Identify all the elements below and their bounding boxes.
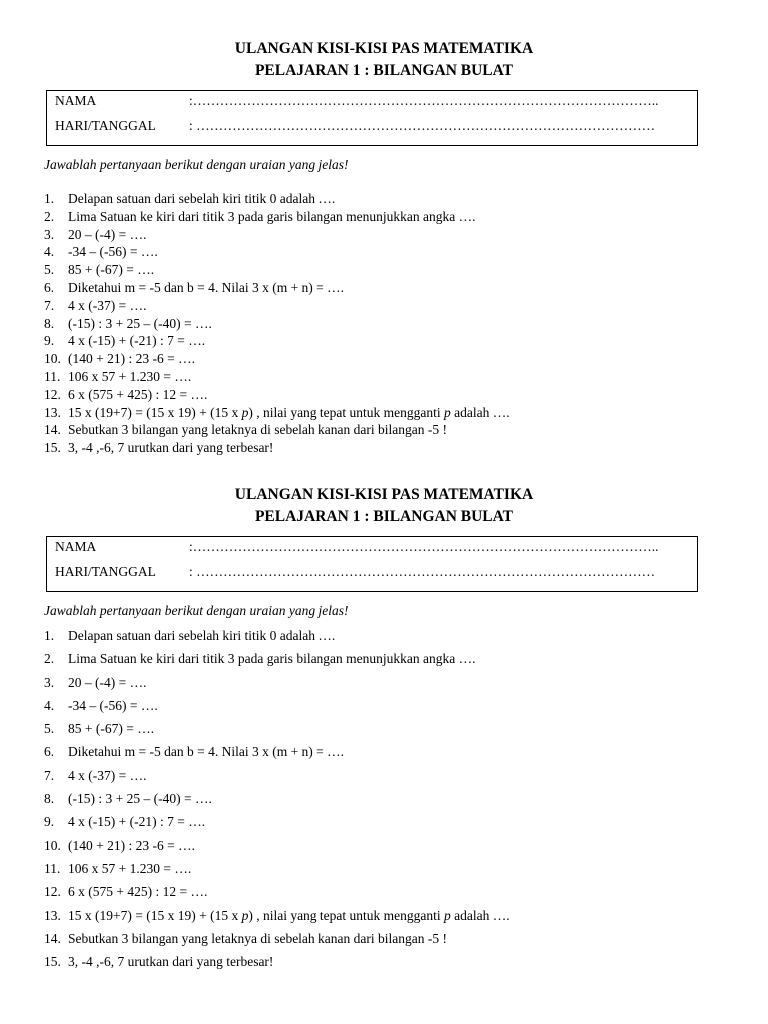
- question-text: Delapan satuan dari sebelah kiri titik 0 adalah ….: [68, 628, 336, 643]
- question-text: 4 x (-15) + (-21) : 7 = ….: [68, 333, 206, 349]
- question-item: [44, 766, 734, 789]
- question-text: 20 – (-4) = ….: [68, 674, 147, 690]
- question-item: [44, 350, 734, 368]
- question-text: Diketahui m = -5 dan b = 4. Nilai 3 x (m + n) = ….: [68, 744, 345, 760]
- question-item: [44, 696, 734, 719]
- question-number: 5.: [44, 721, 55, 737]
- instruction-text: Jawablah pertanyaan berikut dengan uraian yang jelas!: [44, 157, 349, 172]
- question-text: 106 x 57 + 1.230 = ….: [68, 368, 192, 384]
- name-row: [55, 92, 689, 110]
- question-number: 11.: [44, 368, 61, 384]
- question-item: [44, 243, 734, 261]
- question-item: [44, 297, 734, 315]
- sheet-subtitle: PELAJARAN 1 : BILANGAN BULAT: [254, 62, 514, 79]
- question-number: 13.: [44, 404, 61, 420]
- question-text-part: 15 x (19+7) = (15 x 19) + (15 x: [68, 907, 242, 923]
- question-text: 106 x 57 + 1.230 = ….: [68, 860, 192, 876]
- question-number: 9.: [44, 814, 55, 830]
- question-text-part: adalah ….: [450, 404, 510, 420]
- question-item: [44, 279, 734, 297]
- question-item: [44, 719, 734, 742]
- question-item: [44, 332, 734, 350]
- sheet-title: ULANGAN KISI-KISI PAS MATEMATIKA: [234, 40, 534, 57]
- question-text: Delapan satuan dari sebelah kiri titik 0 adalah ….: [68, 191, 336, 206]
- question-item: [44, 226, 734, 244]
- name-field: :…………………………………………………………………………………………..: [189, 539, 659, 554]
- question-item: [44, 439, 734, 457]
- sheet-title: ULANGAN KISI-KISI PAS MATEMATIKA: [234, 486, 534, 503]
- question-text: [68, 908, 510, 923]
- name-label: NAMA: [55, 93, 97, 108]
- question-number: 3.: [44, 226, 55, 242]
- question-item: [44, 812, 734, 835]
- variable-p: p: [241, 404, 249, 420]
- question-item: [44, 882, 734, 905]
- question-item: [44, 742, 734, 765]
- question-item: [44, 261, 734, 279]
- question-text: (140 + 21) : 23 -6 = ….: [68, 837, 195, 853]
- question-number: 12.: [44, 884, 61, 900]
- question-item: [44, 836, 734, 859]
- question-text: (140 + 21) : 23 -6 = ….: [68, 351, 195, 367]
- question-item: [44, 404, 734, 422]
- question-text: -34 – (-56) = ….: [68, 244, 158, 260]
- question-number: 8.: [44, 315, 55, 331]
- question-number: 14.: [44, 930, 61, 946]
- question-text: 6 x (575 + 425) : 12 = ….: [68, 884, 208, 900]
- question-number: 2.: [44, 651, 55, 667]
- question-number: 15.: [44, 440, 61, 456]
- question-item: [44, 386, 734, 404]
- question-number: 1.: [44, 628, 55, 643]
- student-id-box: [46, 536, 698, 592]
- question-text: [68, 405, 510, 420]
- question-text: Diketahui m = -5 dan b = 4. Nilai 3 x (m + n) = ….: [68, 279, 345, 295]
- question-text: Sebutkan 3 bilangan yang letaknya di sebelah kanan dari bilangan -5 !: [68, 930, 448, 946]
- question-text: 6 x (575 + 425) : 12 = ….: [68, 386, 208, 402]
- question-number: 2.: [44, 208, 55, 224]
- question-number: 11.: [44, 860, 61, 876]
- question-item: [44, 789, 734, 812]
- student-id-box: [46, 90, 698, 146]
- date-label: HARI/TANGGAL: [55, 118, 156, 133]
- question-text: Sebutkan 3 bilangan yang letaknya di sebelah kanan dari bilangan -5 !: [68, 422, 448, 438]
- question-item: [44, 673, 734, 696]
- question-number: 15.: [44, 954, 61, 970]
- question-text: Lima Satuan ke kiri dari titik 3 pada garis bilangan menunjukkan angka ….: [68, 208, 476, 224]
- question-list: [44, 190, 734, 457]
- instruction-text: Jawablah pertanyaan berikut dengan uraian yang jelas!: [44, 603, 349, 618]
- question-number: 14.: [44, 422, 61, 438]
- question-text: 20 – (-4) = ….: [68, 226, 147, 242]
- variable-p: p: [444, 404, 451, 420]
- question-text: 4 x (-37) = ….: [68, 297, 147, 313]
- date-label: HARI/TANGGAL: [55, 564, 156, 579]
- question-number: 10.: [44, 351, 61, 367]
- question-text-part: ) , nilai yang tepat untuk mengganti: [248, 907, 445, 923]
- question-text: 85 + (-67) = ….: [68, 721, 155, 737]
- question-item: [44, 626, 734, 649]
- question-number: 13.: [44, 907, 61, 923]
- date-row: [55, 117, 689, 135]
- question-number: 7.: [44, 767, 55, 783]
- name-row: [55, 538, 689, 556]
- question-text: 3, -4 ,-6, 7 urutkan dari yang terbesar!: [68, 954, 274, 970]
- question-number: 7.: [44, 297, 55, 313]
- question-text: Lima Satuan ke kiri dari titik 3 pada garis bilangan menunjukkan angka ….: [68, 651, 476, 667]
- question-text: 4 x (-15) + (-21) : 7 = ….: [68, 814, 206, 830]
- question-text-part: 15 x (19+7) = (15 x 19) + (15 x: [68, 404, 242, 420]
- question-number: 4.: [44, 697, 55, 713]
- question-item: [44, 315, 734, 333]
- question-text-part: ) , nilai yang tepat untuk mengganti: [248, 404, 445, 420]
- question-number: 6.: [44, 744, 55, 760]
- question-item: [44, 952, 734, 975]
- question-item: [44, 649, 734, 672]
- question-text: (-15) : 3 + 25 – (-40) = ….: [68, 791, 212, 807]
- question-text: 85 + (-67) = ….: [68, 262, 155, 278]
- question-text: 3, -4 ,-6, 7 urutkan dari yang terbesar!: [68, 440, 274, 456]
- date-field: : …………………………………………………………………………………………: [189, 564, 656, 579]
- name-field: :…………………………………………………………………………………………..: [189, 93, 659, 108]
- question-text: (-15) : 3 + 25 – (-40) = ….: [68, 315, 212, 331]
- question-item: [44, 859, 734, 882]
- question-number: 1.: [44, 191, 55, 206]
- question-text-part: adalah ….: [450, 907, 510, 923]
- question-text: -34 – (-56) = ….: [68, 697, 158, 713]
- question-number: 6.: [44, 279, 55, 295]
- question-item: [44, 368, 734, 386]
- question-number: 4.: [44, 244, 55, 260]
- question-text: 4 x (-37) = ….: [68, 767, 147, 783]
- question-item: [44, 929, 734, 952]
- variable-p: p: [241, 907, 249, 923]
- worksheet-1: [0, 38, 768, 456]
- date-row: [55, 563, 689, 581]
- question-item: [44, 906, 734, 929]
- question-item: [44, 208, 734, 226]
- question-number: 12.: [44, 386, 61, 402]
- question-number: 9.: [44, 333, 55, 349]
- worksheet-2: [0, 484, 768, 970]
- question-item: [44, 190, 734, 208]
- variable-p: p: [444, 907, 451, 923]
- date-field: : …………………………………………………………………………………………: [189, 118, 656, 133]
- question-list: [44, 626, 734, 975]
- question-number: 5.: [44, 262, 55, 278]
- question-number: 10.: [44, 837, 61, 853]
- question-item: [44, 421, 734, 439]
- question-number: 3.: [44, 674, 55, 690]
- name-label: NAMA: [55, 539, 97, 554]
- question-number: 8.: [44, 791, 55, 807]
- sheet-subtitle: PELAJARAN 1 : BILANGAN BULAT: [254, 508, 514, 525]
